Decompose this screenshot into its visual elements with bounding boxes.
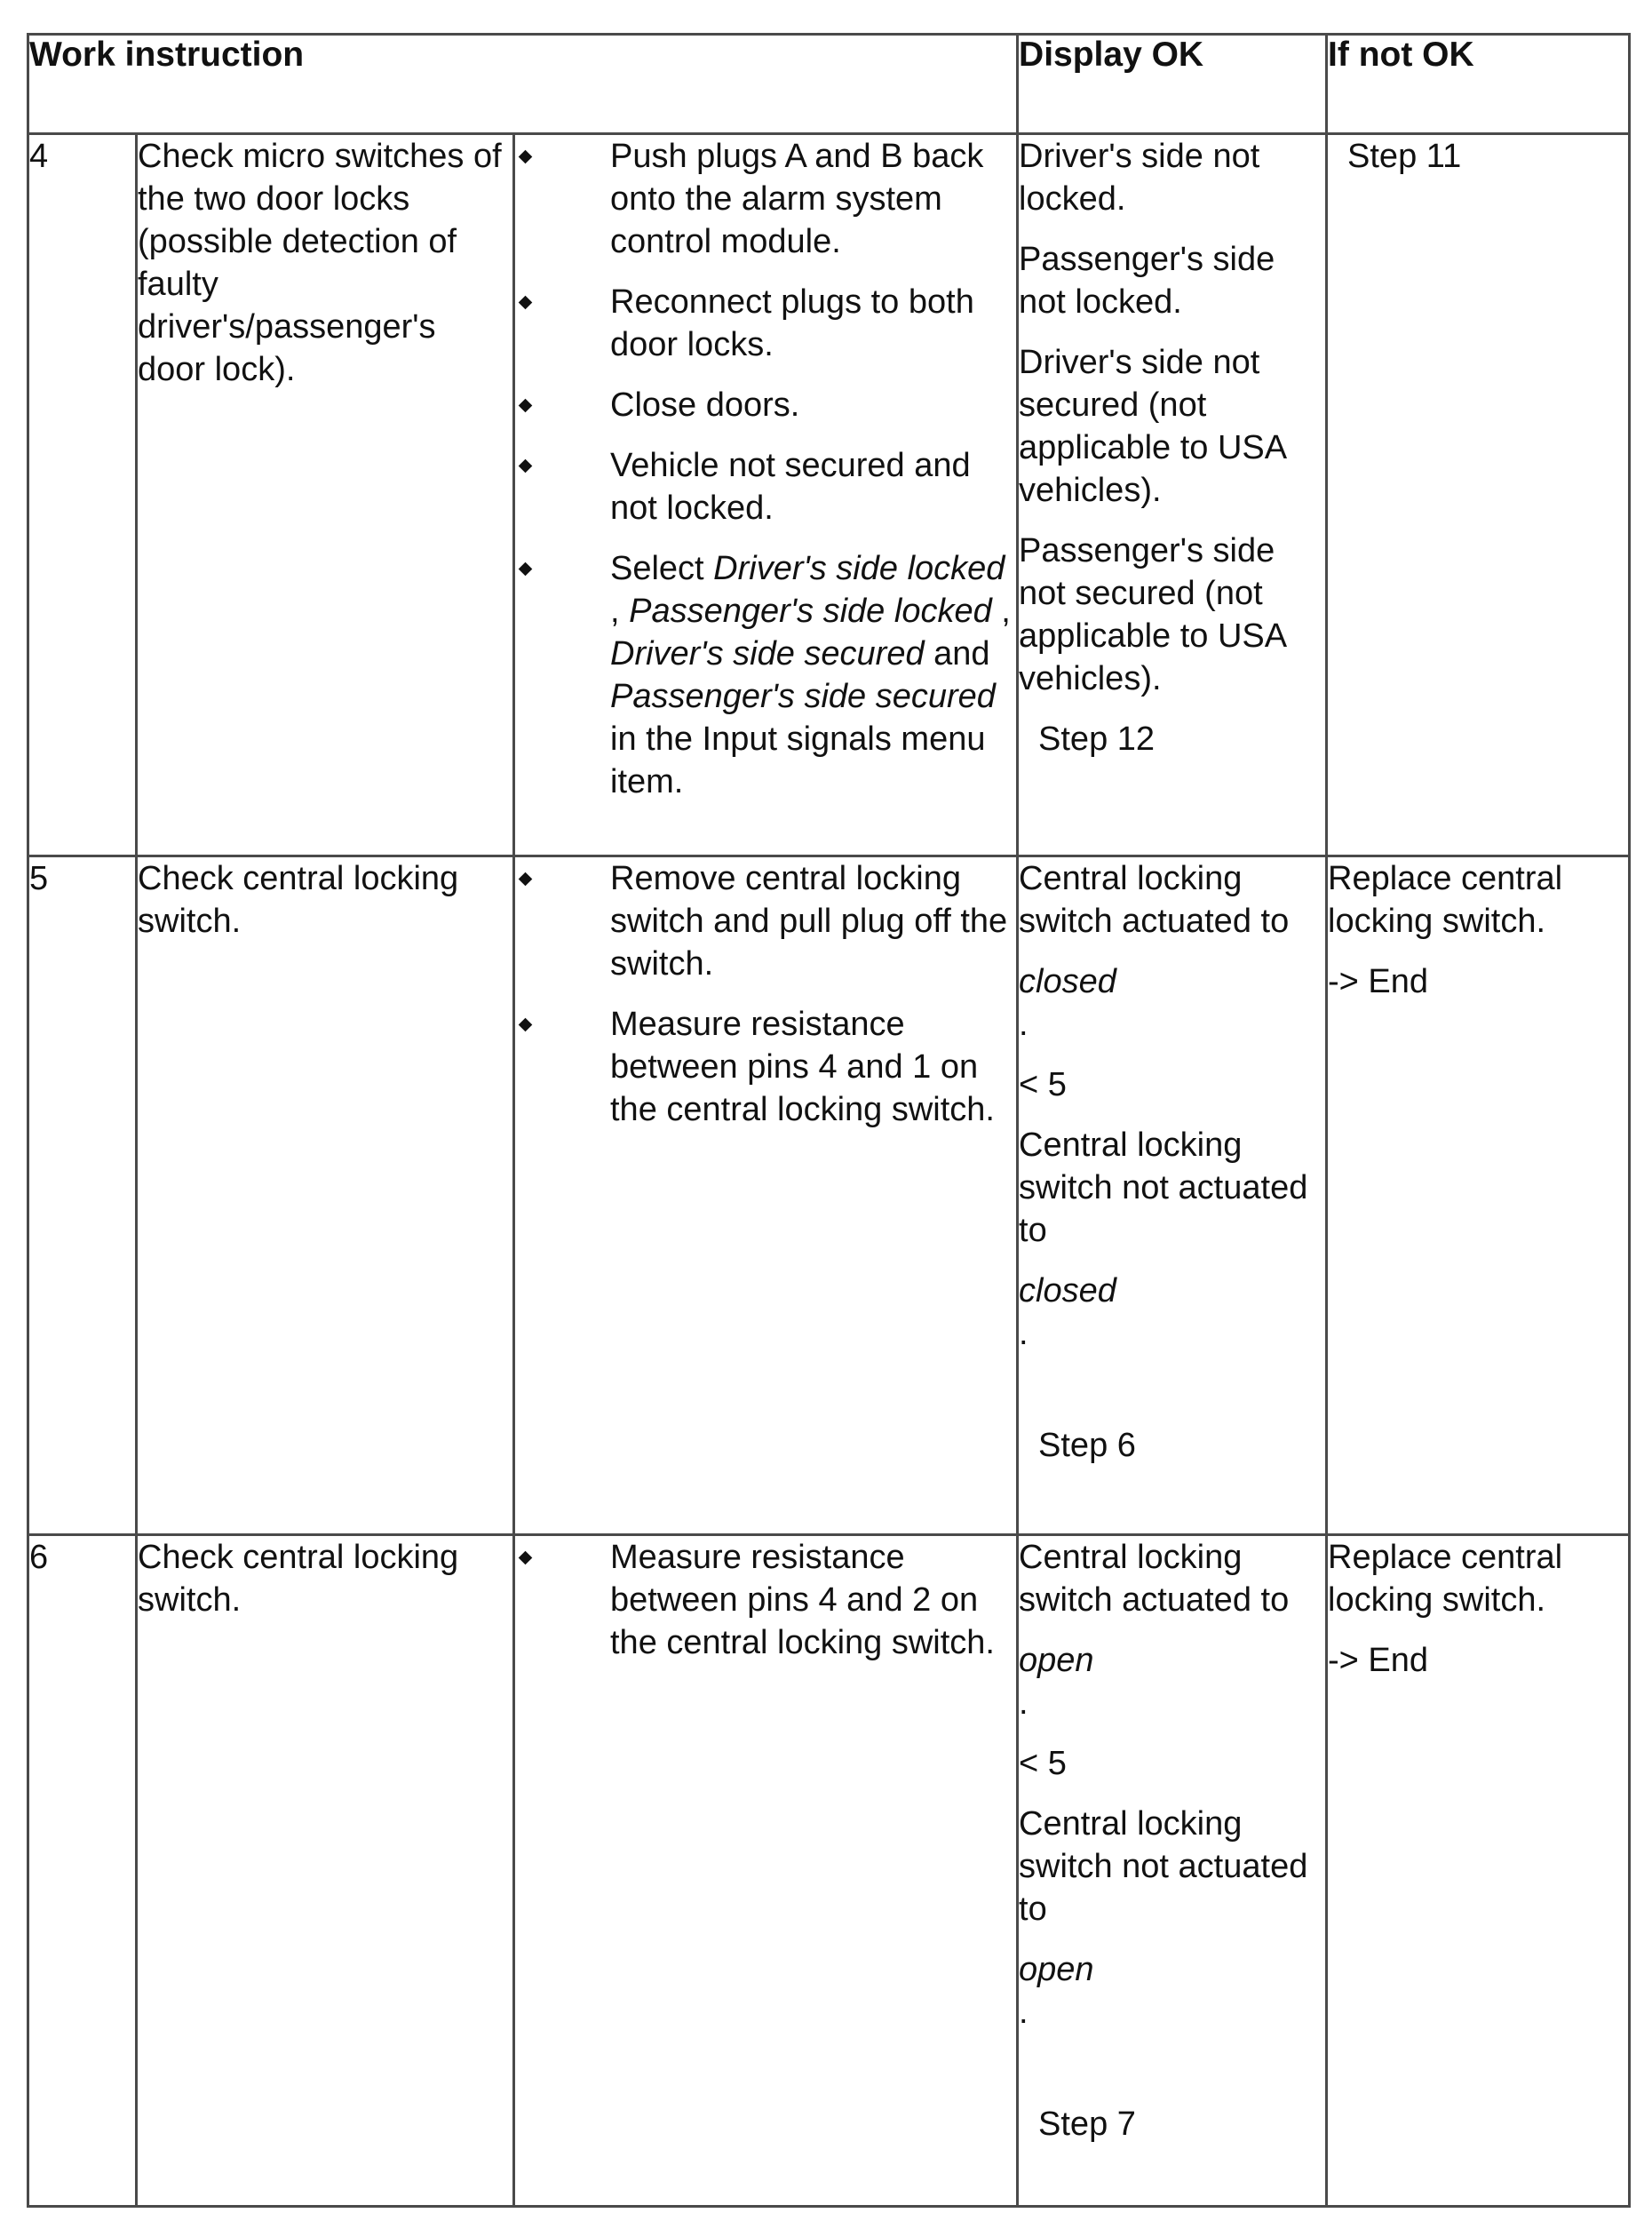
- display-text: .: [1019, 1684, 1029, 1722]
- signal-name: Passenger's side secured: [610, 678, 996, 715]
- signal-name: Driver's side locked: [713, 550, 1005, 587]
- next-step: Step 6: [1038, 1427, 1136, 1464]
- bullet-item: Push plugs A and B back onto the alarm system control module.: [515, 135, 1016, 263]
- bullet-item: Reconnect plugs to both door locks.: [515, 281, 1016, 366]
- fail-step: Step 11: [1347, 138, 1462, 175]
- display-ok-cell: [1018, 856, 1327, 1535]
- if-not-ok-cell: [1327, 134, 1630, 856]
- display-ok-cell: [1018, 1535, 1327, 2207]
- fail-action: Replace central locking switch.: [1328, 860, 1563, 940]
- display-text: Central locking switch actuated to: [1019, 1539, 1290, 1619]
- display-text: Driver's side not secured (not applicable to USA vehicles).: [1019, 344, 1286, 509]
- switch-state: open: [1019, 1642, 1094, 1679]
- bullet-text: ,: [610, 593, 630, 630]
- step-number: 4: [28, 134, 137, 856]
- bullet-text: and: [924, 635, 990, 673]
- next-step: Step 12: [1038, 720, 1156, 758]
- instruction-bullets: [514, 1535, 1018, 2207]
- instruction-bullets: [514, 134, 1018, 856]
- bullet-item: Measure resistance between pins 4 and 1 on the central locking switch.: [515, 1003, 1016, 1131]
- display-text: Passenger's side not secured (not applicable to USA vehicles).: [1019, 532, 1286, 697]
- display-text: Central locking switch not actuated to: [1019, 1805, 1308, 1928]
- if-not-ok-cell: [1327, 1535, 1630, 2207]
- next-step: Step 7: [1038, 2106, 1136, 2143]
- end-marker: -> End: [1328, 1642, 1429, 1679]
- display-ok-cell: [1018, 134, 1327, 856]
- bullet-item: Measure resistance between pins 4 and 2 on the central locking switch.: [515, 1536, 1016, 1664]
- bullet-item: [515, 547, 1016, 803]
- bullet-text: ,: [991, 593, 1011, 630]
- signal-name: Driver's side secured: [610, 635, 925, 673]
- display-text: .: [1019, 1006, 1029, 1043]
- signal-name: Passenger's side locked: [629, 593, 992, 630]
- table-row: [28, 134, 1630, 856]
- display-text: .: [1019, 1994, 1029, 2031]
- resistance-value: < 5: [1019, 1066, 1067, 1103]
- check-description: Check central locking switch.: [137, 856, 514, 1535]
- instruction-bullets: [514, 856, 1018, 1535]
- bullet-text: Select: [610, 550, 714, 587]
- display-text: Central locking switch not actuated to: [1019, 1126, 1308, 1249]
- bullet-item: Close doors.: [515, 384, 1016, 426]
- check-description: Check central locking switch.: [137, 1535, 514, 2207]
- table-row: [28, 1535, 1630, 2207]
- end-marker: -> End: [1328, 963, 1429, 1000]
- fail-action: Replace central locking switch.: [1328, 1539, 1563, 1619]
- display-text: Passenger's side not locked.: [1019, 241, 1275, 321]
- header-display-ok: Display OK: [1018, 35, 1327, 134]
- display-text: .: [1019, 1315, 1029, 1352]
- work-instruction-table: [27, 33, 1631, 2208]
- display-text: Driver's side not locked.: [1019, 138, 1260, 218]
- header-work-instruction: Work instruction: [28, 35, 1018, 134]
- table-header-row: [28, 35, 1630, 134]
- header-if-not-ok: If not OK: [1327, 35, 1630, 134]
- bullet-text: in the Input signals menu item.: [610, 720, 986, 800]
- display-text: Central locking switch actuated to: [1019, 860, 1290, 940]
- switch-state: closed: [1019, 963, 1116, 1000]
- step-number: 6: [28, 1535, 137, 2207]
- bullet-item: Vehicle not secured and not locked.: [515, 444, 1016, 529]
- resistance-value: < 5: [1019, 1745, 1067, 1782]
- table-row: [28, 856, 1630, 1535]
- step-number: 5: [28, 856, 137, 1535]
- check-description: Check micro switches of the two door locks (possible detection of faulty driver's/passenger's door lock).: [137, 134, 514, 856]
- if-not-ok-cell: [1327, 856, 1630, 1535]
- switch-state: closed: [1019, 1272, 1116, 1310]
- switch-state: open: [1019, 1951, 1094, 1988]
- bullet-item: Remove central locking switch and pull plug off the switch.: [515, 857, 1016, 985]
